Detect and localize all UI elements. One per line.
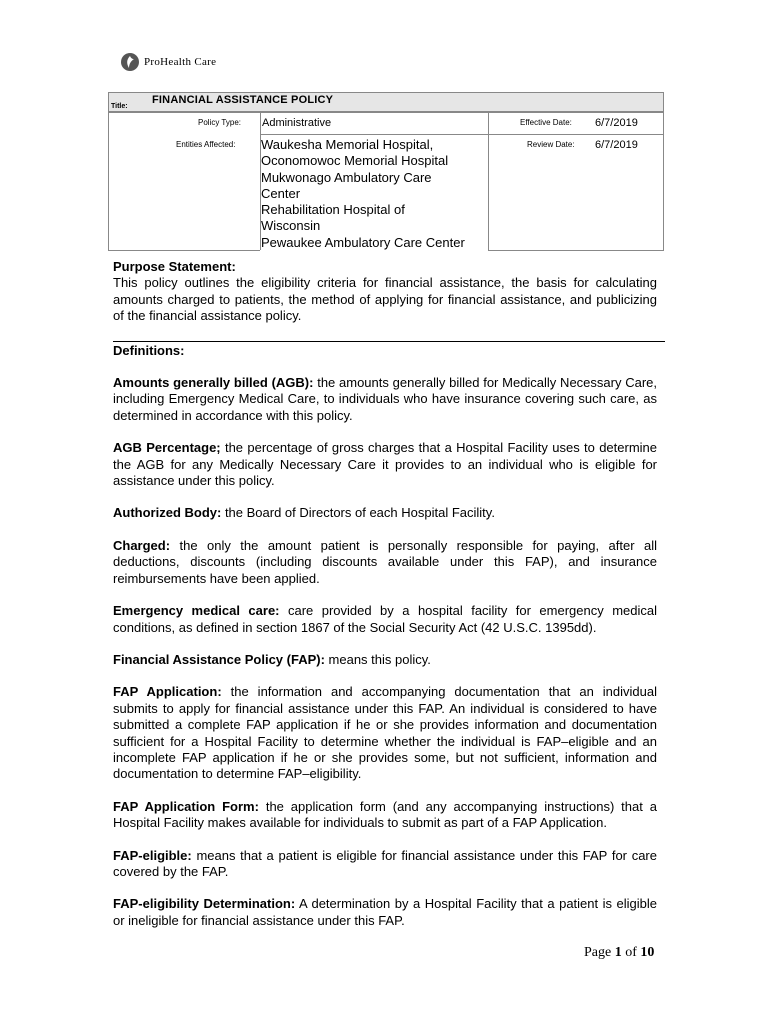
section-divider bbox=[113, 341, 665, 342]
entities-affected-list bbox=[261, 137, 465, 251]
definition-text: means this policy. bbox=[324, 651, 431, 667]
page-number bbox=[584, 945, 654, 961]
definition-term: AGB Percentage; bbox=[113, 440, 221, 456]
definition-term: Emergency medical care: bbox=[113, 603, 280, 619]
definition-text: the Board of Directors of each Hospital Facility. bbox=[221, 505, 495, 521]
entity-item: Center bbox=[261, 185, 301, 201]
definition-text: care provided by a hospital facility for emergency medical conditions, as defined in section 1867 of the Social Security Act (42 U.S.C. 1395dd). bbox=[113, 603, 657, 635]
purpose-text: This policy outlines the eligibility criteria for financial assistance, the basis for calculating amounts charged to patients, the method of applying for financial assistance, and publicizing of the financial assistance policy. bbox=[113, 275, 657, 324]
definition-term: FAP-eligibility Determination: bbox=[113, 896, 296, 912]
policy-header-table bbox=[108, 92, 664, 250]
entities-affected-label: Entities Affected: bbox=[176, 140, 236, 149]
prohealth-logo-icon bbox=[120, 52, 140, 72]
total-pages: 10 bbox=[640, 945, 655, 960]
definition-text: the application form (and any accompanying instructions) that a Hospital Facility makes available for individuals to submit as part of a FAP Application. bbox=[113, 798, 657, 831]
definition-text: the percentage of gross charges that a Hospital Facility uses to determine the AGB for any Medically Necessary Care it provides to an individual who is eligible for assistance under this policy. bbox=[113, 440, 658, 489]
definition-item bbox=[113, 375, 657, 424]
definition-term: Authorized Body: bbox=[113, 505, 222, 521]
entity-item: Rehabilitation Hospital of bbox=[261, 202, 405, 218]
current-page: 1 bbox=[614, 945, 622, 960]
entity-item: Oconomowoc Memorial Hospital bbox=[261, 153, 449, 169]
entity-item: Wisconsin bbox=[261, 218, 321, 234]
page-word: Page bbox=[584, 945, 615, 960]
effective-date-value: 6/7/2019 bbox=[595, 117, 638, 129]
entity-item: Mukwonago Ambulatory Care bbox=[261, 169, 432, 185]
definition-term: FAP Application Form: bbox=[113, 798, 259, 814]
logo bbox=[120, 52, 216, 72]
logo-brand-name: ProHealth Care bbox=[144, 56, 217, 68]
definition-text: the only the amount patient is personally responsible for paying, after all deductions, discounts (including discounts available under this FAP), and insurance reimbursements have been applied. bbox=[113, 537, 657, 586]
definition-text: A determination by a Hospital Facility that a patient is eligible or ineligible for financial assistance under this FAP. bbox=[113, 896, 657, 928]
definition-item bbox=[113, 538, 657, 587]
definition-term: FAP-eligible: bbox=[113, 847, 192, 863]
title-label: Title: bbox=[111, 103, 128, 110]
definition-term: FAP Application: bbox=[113, 684, 222, 700]
purpose-heading: Purpose Statement: bbox=[113, 259, 236, 274]
effective-date-label: Effective Date: bbox=[520, 118, 572, 127]
definition-item bbox=[113, 652, 657, 668]
definition-term: Amounts generally billed (AGB): bbox=[113, 375, 314, 391]
review-date-value: 6/7/2019 bbox=[595, 139, 638, 151]
definition-item bbox=[113, 505, 657, 521]
definition-term: Charged: bbox=[113, 537, 171, 553]
definition-item bbox=[113, 684, 657, 782]
entity-item: Waukesha Memorial Hospital, bbox=[261, 137, 434, 152]
of-word: of bbox=[621, 945, 641, 960]
definition-item bbox=[113, 603, 657, 636]
definition-item bbox=[113, 799, 657, 832]
definition-item bbox=[113, 440, 657, 489]
definition-text: the amounts generally billed for Medically Necessary Care, including Emergency Medical Care, to individuals who have insurance covering such care, as determined in accordance with this policy. bbox=[113, 375, 657, 423]
definitions-heading: Definitions: bbox=[113, 342, 185, 358]
policy-type-value: Administrative bbox=[262, 117, 332, 129]
review-date-label: Review Date: bbox=[527, 140, 575, 149]
definition-item bbox=[113, 848, 657, 881]
definition-text: means that a patient is eligible for financial assistance under this FAP for care covered by the FAP. bbox=[113, 847, 657, 879]
policy-type-label: Policy Type: bbox=[198, 118, 241, 127]
definition-term: Financial Assistance Policy (FAP): bbox=[113, 651, 325, 667]
definition-text: the information and accompanying documentation that an individual submits to apply for financial assistance under this FAP. An individual is considered to have submitted a complete FAP application if he or she provides information and documentation sufficient for a Hospital Facility to determine whether the individual is FAP–eligible and an incomplete FAP application if he or she provides some, but not sufficient, information and documentation to determine FAP–eligibility. bbox=[113, 684, 657, 782]
policy-title: FINANCIAL ASSISTANCE POLICY bbox=[152, 94, 334, 106]
definition-item bbox=[113, 896, 657, 929]
entity-item: Pewaukee Ambulatory Care Center bbox=[261, 234, 465, 250]
policy-body bbox=[113, 259, 657, 945]
